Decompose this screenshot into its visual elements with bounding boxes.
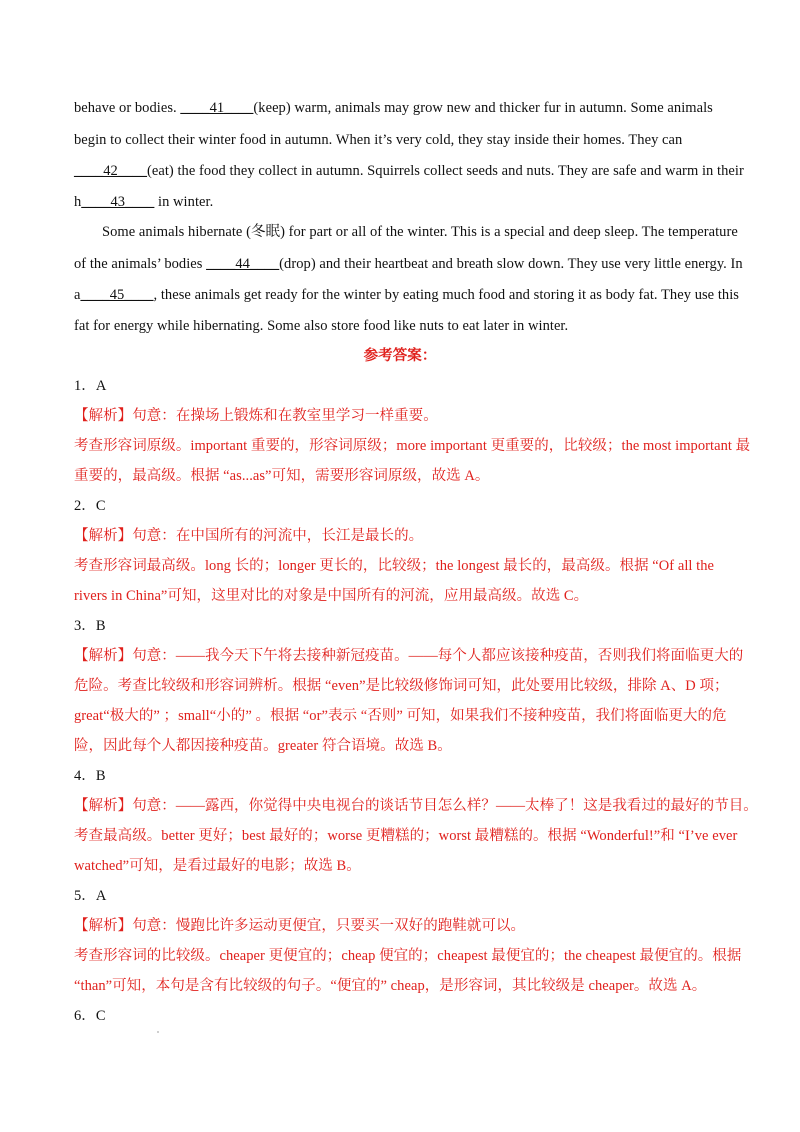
analysis-text: 句意：在中国所有的河流中，长江是最长的。 [132,528,424,544]
passage-text: h [74,194,82,210]
answer-number: 3．B [74,618,106,634]
answer-number: 5．A [74,888,107,904]
analysis-text: 句意：慢跑比许多运动更便宜，只要买一双好的跑鞋就可以。 [132,918,526,934]
answer-number: 2．C [74,498,106,514]
analysis-text: 句意：——我今天下午将去接种新冠疫苗。——每个人都应该接种疫苗，否则我们将面临更大的 [132,648,744,664]
analysis-line [74,794,758,818]
analysis-text: 句意：在操场上锻炼和在教室里学习一样重要。 [132,408,438,424]
analysis-line [74,524,734,548]
passage-text: (drop) and their heartbeat and breath slow down. They use very little energy. In [279,256,743,272]
blank-45: ____45____ [80,287,154,303]
analysis-text: 句意：——露西，你觉得中央电视台的谈话节目怎么样？——太棒了！这是我看过的最好的节目。 [132,798,758,814]
analysis-tag: 【解析】 [74,798,133,814]
answer-number: 6．C [74,1008,106,1024]
blank-44: ____44____ [206,256,280,272]
passage-text: of the animals’ bodies [74,256,207,272]
analysis-line [74,404,734,428]
passage-text: a [74,287,81,303]
analysis-line [74,644,744,668]
passage-line: Some animals hibernate (冬眠) for part or all of the winter. This is a special and deep sleep. The temperature [102,224,738,240]
answer-number: 1．A [74,378,107,394]
analysis-line: 考查形容词的比较级。cheaper 更便宜的；cheap 便宜的；cheapest 最便宜的；the cheapest 最便宜的。根据 [74,948,742,964]
analysis-tag: 【解析】 [74,528,133,544]
passage-text: (keep) warm, animals may grow new and thicker fur in autumn. Some animals [253,100,713,116]
analysis-tag: 【解析】 [74,408,133,424]
passage-text: in winter. [154,194,214,210]
passage-text: behave or bodies. [74,100,181,116]
analysis-line: 重要的，最高级。根据 “as...as”可知，需要形容词原级，故选 A。 [74,468,490,484]
analysis-tag: 【解析】 [74,648,133,664]
passage-line [74,283,739,307]
passage-text: (eat) the food they collect in autumn. Squirrels collect seeds and nuts. They are safe and warm in their [147,163,744,179]
analysis-line: 险，因此每个人都因接种疫苗。greater 符合语境。故选 B。 [74,738,452,754]
analysis-line [74,914,734,938]
analysis-line: 考查最高级。better 更好；best 最好的；worse 更糟糕的；worst 最糟糕的。根据 “Wonderful!”和 “I’ve ever [74,828,738,844]
passage-line [74,190,734,214]
analysis-line: rivers in China”可知，这里对比的对象是中国所有的河流，应用最高级。故选 C。 [74,588,589,604]
blank-41: ____41____ [180,100,254,116]
analysis-tag: 【解析】 [74,918,133,934]
analysis-line: “than”可知，本句是含有比较级的句子。“便宜的” cheap，是形容词，其比较级是 cheaper。故选 A。 [74,978,707,994]
analysis-line: 考查形容词原级。important 重要的，形容词原级；more important 更重要的，比较级；the most important 最 [74,438,751,454]
answers-heading: 参考答案： [363,348,437,364]
analysis-line: 危险。考查比较级和形容词辨析。根据 “even”是比较级修饰词可知，此处要用比较级，排除 A、D 项； [74,678,729,694]
passage-line [74,159,744,183]
analysis-line: watched”可知，是看过最好的电影；故选 B。 [74,858,361,874]
answer-number: 4．B [74,768,106,784]
analysis-line: 考查形容词最高级。long 长的；longer 更长的，比较级；the longest 最长的，最高级。根据 “Of all the [74,558,715,574]
passage-line [74,252,743,276]
passage-line [74,96,734,120]
blank-43: ____43____ [81,194,155,210]
passage-text: , these animals get ready for the winter by eating much food and storing it as body fat. They use this [153,287,739,303]
blank-42: ____42____ [74,163,147,179]
passage-line: fat for energy while hibernating. Some also store food like nuts to eat later in winter. [74,318,569,334]
analysis-line: great“极大的” ；small“小的” 。根据 “or”表示 “否则” 可知，如果我们不接种疫苗，我们将面临更大的危 [74,708,727,724]
page-speck [157,1031,159,1033]
passage-line: begin to collect their winter food in autumn. When it’s very cold, they stay inside their homes. They can [74,132,683,148]
